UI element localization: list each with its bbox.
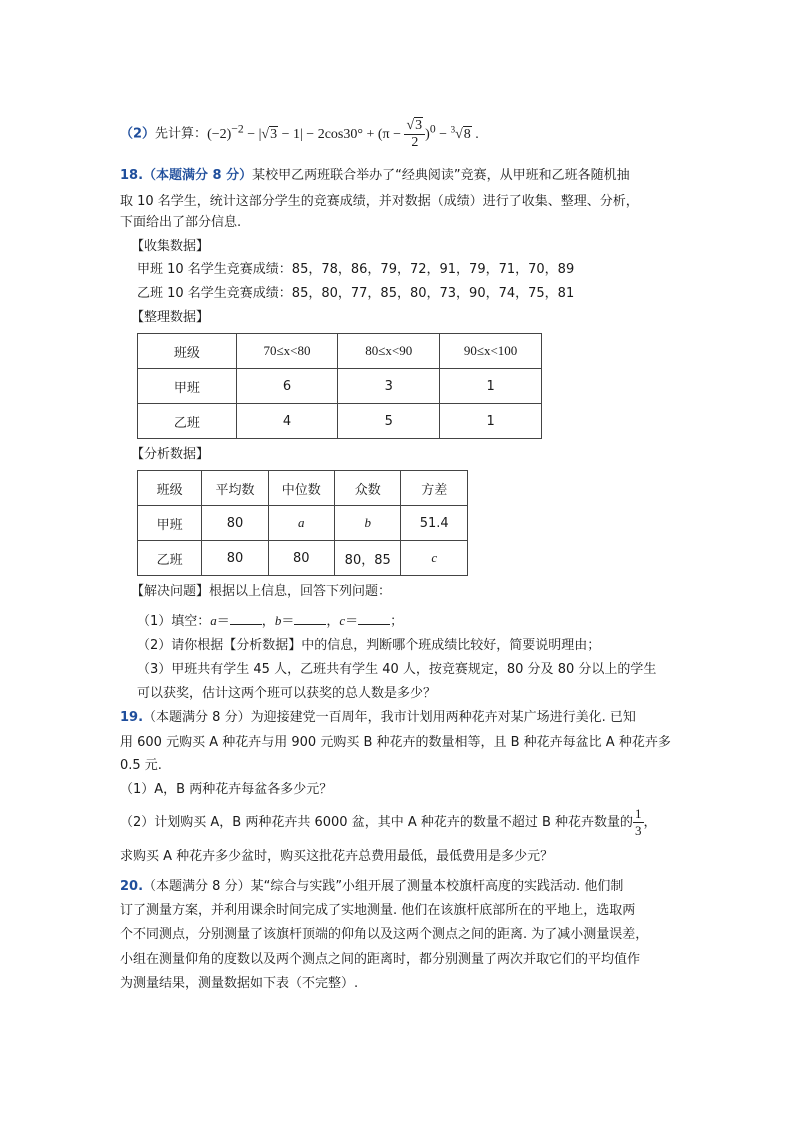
table-cell: 3 [338, 369, 440, 404]
q18-number: 18. [120, 168, 144, 183]
collect-data-title: 【收集数据】 [131, 239, 210, 254]
q18-score: （本题满分 8 分） [143, 168, 253, 183]
q20-line1 [120, 877, 623, 897]
table-row [138, 471, 468, 506]
table-row [138, 404, 542, 439]
q19-score: （本题满分 8 分） [143, 710, 251, 725]
q19-sub2-line2: 求购买 A 种花卉多少盆时，购买这批花卉总费用最低，最低费用是多少元？ [120, 849, 554, 864]
header-cell: 班级 [138, 334, 237, 369]
table-cell: 乙班 [138, 541, 202, 576]
yi-scores: 乙班 10 名学生竞赛成绩：85，80，77，85，80，73，90，74，75，81 [137, 286, 575, 301]
q19-sub2-end: ， [643, 815, 657, 830]
expr-part-d: ) [425, 126, 430, 142]
blank-c[interactable] [358, 612, 390, 625]
solve-intro: 根据以上信息，回答下列问题： [209, 584, 392, 599]
organize-table [137, 333, 542, 439]
q19-line3: 0.5 元. [120, 758, 162, 773]
jia-scores: 甲班 10 名学生竞赛成绩：85，78，86，79，72，91，79，71，70，89 [137, 262, 575, 277]
header-cell: 70≤x<80 [236, 334, 338, 369]
var-a: a [210, 613, 217, 628]
equals: ＝ [216, 614, 230, 629]
q17-expression: $(-2)^{-2} - |√3 - 1| - 2\cos 30^\circ + (\pi$ − $\frac{√3}{2}$ )$^0$ − $^3$√8 . [207, 117, 479, 150]
solve-problem-line [131, 582, 391, 602]
table-cell: c [401, 541, 468, 576]
table-cell: 51.4 [401, 506, 468, 541]
q20-line4: 小组在测量仰角的度数以及两个测点之间的距离时，都分别测量了两次并取它们的平均值作 [120, 952, 641, 967]
q18-line1 [120, 166, 630, 186]
end: ； [390, 614, 404, 629]
table-cell: 5 [338, 404, 440, 439]
header-cell: 80≤x<90 [338, 334, 440, 369]
table-row [138, 541, 468, 576]
fraction-sqrt3-over-2: $\frac{√3}{2}$ [404, 118, 425, 151]
sub1-prefix: （1）填空： [137, 614, 211, 629]
analyze-data-title: 【分析数据】 [131, 447, 210, 462]
q19-sub1: （1）A，B 两种花卉每盆各多少元？ [120, 782, 333, 797]
header-cell: 平均数 [202, 471, 268, 506]
q18-line3: 下面给出了部分信息. [120, 215, 242, 230]
table-cell: 乙班 [138, 404, 237, 439]
q19-line2: 用 600 元购买 A 种花卉与用 900 元购买 B 种花卉的数量相等，且 B 种花卉每盆比 A 种花卉多 [120, 735, 671, 750]
q20-line5: 为测量结果，测量数据如下表（不完整）. [120, 976, 359, 991]
cube-root-index: 3 [450, 124, 456, 134]
q20-line3: 个不同测点，分别测量了该旗杆顶端的仰角以及这两个测点之间的距离. 为了减小测量误差， [120, 927, 649, 942]
q18-sub1 [137, 611, 403, 632]
frac-numerator: 3 [415, 117, 423, 133]
table-cell: a [268, 506, 334, 541]
table-row [138, 334, 542, 369]
frac-denominator: 2 [411, 134, 419, 150]
table-cell: 1 [440, 369, 542, 404]
q19-number: 19. [120, 710, 144, 725]
equals: ＝ [281, 614, 295, 629]
q19-sub2 [120, 803, 657, 843]
q20-number: 20. [120, 879, 144, 894]
table-cell: 80 [202, 541, 268, 576]
table-cell: 甲班 [138, 369, 237, 404]
expr-part-c: − 1| − 2cos30° + (π − [278, 126, 405, 142]
table-cell: b [334, 506, 401, 541]
analyze-table [137, 470, 468, 576]
q18-sub3-line1: （3）甲班共有学生 45 人，乙班共有学生 40 人，按竞赛规定，80 分及 80 分以上的学生 [137, 662, 657, 677]
q17-part2-text: 先计算： [155, 126, 208, 142]
table-row [138, 506, 468, 541]
table-cell: 1 [440, 404, 542, 439]
q17-part2-line [120, 117, 479, 151]
solve-title: 【解决问题】 [131, 584, 210, 599]
cube-root-radicand: 8 [463, 126, 471, 142]
header-cell: 90≤x<100 [440, 334, 542, 369]
q18-sub3-line2: 可以获奖，估计这两个班可以获奖的总人数是多少？ [137, 686, 437, 701]
table-cell: 80，85 [334, 541, 401, 576]
q18-text-1: 某校甲乙两班联合举办了“经典阅读”竞赛，从甲班和乙班各随机抽 [252, 168, 630, 183]
frac-denominator: 3 [635, 823, 642, 838]
table-cell: 6 [236, 369, 338, 404]
q17-part2-label: （2） [120, 126, 156, 142]
table-cell: 甲班 [138, 506, 202, 541]
fraction-one-third [633, 806, 644, 839]
var-b: b [274, 613, 282, 628]
exponent-d: 0 [429, 122, 436, 135]
header-cell: 班级 [138, 471, 202, 506]
header-cell: 众数 [334, 471, 401, 506]
sep: ， [261, 614, 275, 629]
blank-a[interactable] [230, 612, 262, 625]
table-cell: 80 [268, 541, 334, 576]
q19-sub2-text: （2）计划购买 A，B 两种花卉共 6000 盆，其中 A 种花卉的数量不超过 B 种花卉数量的 [120, 815, 634, 830]
organize-data-title: 【整理数据】 [131, 310, 210, 325]
sqrt-radicand: 3 [270, 126, 278, 142]
expr-end: . [471, 126, 479, 142]
header-cell: 方差 [401, 471, 468, 506]
expr-part-e: − [435, 126, 451, 142]
var-c: c [339, 613, 346, 628]
blank-b[interactable] [294, 612, 326, 625]
q20-score: （本题满分 8 分） [143, 879, 251, 894]
expr-part-a: (−2) [207, 126, 232, 142]
q18-line2: 取 10 名学生，统计这部分学生的竞赛成绩，并对数据（成绩）进行了收集、整理、分析， [120, 194, 639, 209]
frac-numerator: 1 [635, 806, 642, 821]
sep: ， [326, 614, 340, 629]
q19-line1 [120, 708, 636, 728]
table-cell: 4 [236, 404, 338, 439]
q20-line2: 订了测量方案，并利用课余时间完成了实地测量. 他们在该旗杆底部所在的平地上，选取两 [120, 903, 636, 918]
table-row [138, 369, 542, 404]
exponent-a: −2 [231, 122, 244, 135]
expr-part-b: − | [243, 126, 262, 142]
q18-sub2: （2）请你根据【分析数据】中的信息，判断哪个班成绩比较好，简要说明理由； [137, 638, 601, 653]
equals: ＝ [345, 614, 359, 629]
table-cell: 80 [202, 506, 268, 541]
q20-text-1: 某“综合与实践”小组开展了测量本校旗杆高度的实践活动. 他们制 [250, 879, 624, 894]
header-cell: 中位数 [268, 471, 334, 506]
q19-text-1: 为迎接建党一百周年，我市计划用两种花卉对某广场进行美化. 已知 [250, 710, 636, 725]
